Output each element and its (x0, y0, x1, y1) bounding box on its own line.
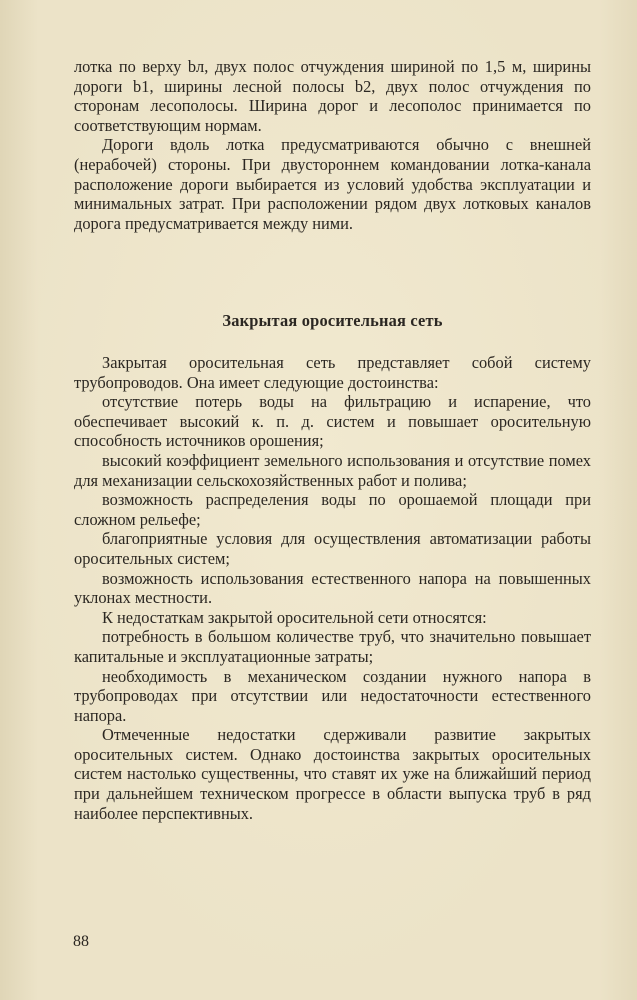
paragraph: Закрытая оросительная сеть представляет собой систему трубопроводов. Она имеет следующие достоинства: (74, 353, 591, 392)
top-text-block (74, 57, 591, 233)
section-heading: Закрытая оросительная сеть (222, 311, 443, 330)
paragraph: К недостаткам закрытой оросительной сети относятся: (102, 607, 487, 627)
list-item: благоприятные условия для осуществления автоматизации работы оросительных систем; (74, 529, 591, 568)
list-item: отсутствие потерь воды на фильтрацию и испарение, что обеспечивает высокий к. п. д. систем и повышает оросительную способность источников орошения; (74, 392, 591, 451)
paragraph: Дороги вдоль лотка предусматриваются обычно с внешней (нерабочей) стороны. При двустороннем командовании лотка-канала расположение дороги выбирается из условий удобства эксплуатации и минимальных затрат. При расположении рядом двух лотковых каналов дорога предусматривается между ними. (74, 135, 591, 233)
main-text-block (74, 353, 591, 823)
list-item: высокий коэффициент земельного использования и отсутствие помех для механизации сельскохозяйственных работ и полива; (74, 450, 591, 490)
page-number: 88 (73, 933, 89, 950)
paragraph: лотка по верху bл, двух полос отчуждения шириной по 1,5 м, ширины дороги b1, ширины лесной полосы b2, двух полос отчуждения по сторонам лесополосы. Ширина дорог и лесополос принимается по соответствующим нормам. (74, 57, 591, 135)
list-item: потребность в большом количестве труб, что значительно повышает капитальные и эксплуатационные затраты; (74, 627, 591, 666)
paragraph: Отмеченные недостатки сдерживали развитие закрытых оросительных систем. Однако достоинства закрытых оросительных систем настолько существенны, что ставят их уже на ближайший период при дальнейшем техническом прогрессе в области выпуска труб в ряд наиболее перспективных. (74, 725, 591, 823)
list-item: возможность использования естественного напора на повышенных уклонах местности. (74, 568, 591, 608)
list-item: возможность распределения воды по орошаемой площади при сложном рельефе; (74, 490, 591, 529)
list-item: необходимость в механическом создании нужного напора в трубопроводах при отсутствии или недостаточности естественного напора. (74, 666, 591, 725)
